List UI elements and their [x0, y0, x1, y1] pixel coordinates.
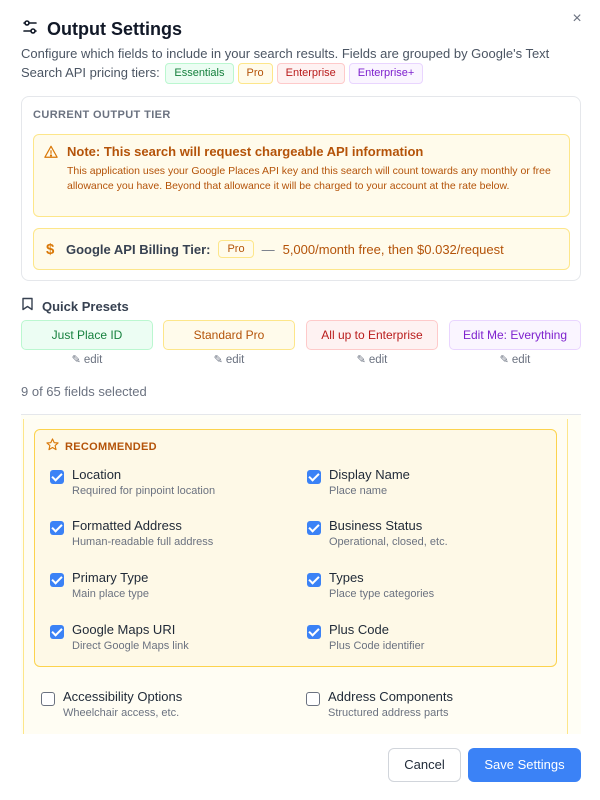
tier-badge-list: [165, 63, 423, 84]
edit-label: edit: [83, 354, 103, 366]
settings-sliders-icon: [21, 18, 39, 41]
field-display-name[interactable]: [307, 467, 557, 511]
preset-everything-button[interactable]: Edit Me: Everything: [449, 320, 581, 350]
checkbox[interactable]: [41, 692, 55, 706]
recommended-title: RECOMMENDED: [65, 441, 157, 453]
tier-badge-enterprise: Enterprise: [277, 63, 345, 84]
cancel-button[interactable]: Cancel: [388, 748, 461, 782]
checkbox[interactable]: [50, 521, 64, 535]
pencil-icon: ✎: [356, 354, 366, 366]
checkbox[interactable]: [307, 470, 321, 484]
preset-edit-link[interactable]: [449, 353, 581, 366]
pencil-icon: ✎: [71, 354, 81, 366]
checkbox[interactable]: [306, 692, 320, 706]
close-button[interactable]: ×: [572, 10, 582, 27]
checkbox[interactable]: [307, 573, 321, 587]
quick-presets-header: [21, 297, 129, 316]
description-text: Configure which fields to include in your search results. Fields are grouped by Google's Text Search API pricing tiers:: [21, 46, 550, 80]
dialog-title: Output Settings: [47, 19, 182, 39]
checkbox[interactable]: [50, 625, 64, 639]
field-address-components[interactable]: [306, 689, 556, 733]
dollar-icon: $: [46, 240, 55, 258]
field-description: Place name: [329, 485, 388, 497]
preset-just-place-id-button[interactable]: Just Place ID: [21, 320, 153, 350]
field-name: Accessibility Options: [63, 689, 183, 704]
field-name: Formatted Address: [72, 518, 182, 533]
pencil-icon: ✎: [213, 354, 223, 366]
warning-icon: [44, 145, 58, 159]
field-business-status[interactable]: [307, 518, 557, 562]
bookmark-icon: [21, 297, 34, 316]
pencil-icon: ✎: [499, 354, 509, 366]
current-output-tier-card: [21, 96, 581, 281]
tier-badge-essentials: Essentials: [165, 63, 233, 84]
recommended-group: [34, 429, 557, 667]
field-name: Primary Type: [72, 570, 149, 585]
star-icon: [46, 438, 59, 456]
preset-all-up-to-enterprise-button[interactable]: All up to Enterprise: [306, 320, 438, 350]
edit-label: edit: [225, 354, 245, 366]
dialog-description: [21, 44, 581, 84]
field-description: Wheelchair access, etc.: [63, 707, 180, 719]
field-name: Google Maps URI: [72, 622, 176, 637]
recommended-header: [46, 438, 157, 456]
field-name: Display Name: [329, 467, 410, 482]
billing-tier-label: Google API Billing Tier:: [66, 241, 211, 257]
field-description: Structured address parts: [328, 707, 449, 719]
field-location[interactable]: [50, 467, 300, 511]
chargeable-note: [33, 134, 570, 217]
save-settings-button[interactable]: Save Settings: [468, 748, 581, 782]
note-title: Note: This search will request chargeable API information: [67, 144, 424, 159]
field-name: Business Status: [329, 518, 423, 533]
field-description: Place type categories: [329, 588, 435, 600]
billing-tier-box: [33, 228, 570, 270]
field-types[interactable]: [307, 570, 557, 614]
billing-separator: —: [261, 241, 275, 257]
fields-list: [23, 419, 568, 734]
field-accessibility-options[interactable]: [41, 689, 291, 733]
field-name: Plus Code: [329, 622, 389, 637]
billing-tier-badge: Pro: [218, 240, 253, 258]
field-description: Human-readable full address: [72, 536, 214, 548]
tier-badge-enterprise-plus: Enterprise+: [349, 63, 424, 84]
field-plus-code[interactable]: [307, 622, 557, 666]
field-description: Plus Code identifier: [329, 640, 425, 652]
tier-badge-pro: Pro: [238, 63, 273, 84]
edit-label: edit: [511, 354, 531, 366]
field-description: Direct Google Maps link: [72, 640, 189, 652]
preset-standard-pro-button[interactable]: Standard Pro: [163, 320, 295, 350]
billing-price: 5,000/month free, then $0.032/request: [282, 241, 504, 257]
field-description: Operational, closed, etc.: [329, 536, 448, 548]
quick-presets-title: Quick Presets: [42, 299, 129, 314]
checkbox[interactable]: [307, 521, 321, 535]
field-name: Types: [329, 570, 364, 585]
note-text: This application uses your Google Places API key and this search will count towards any monthly or free allowance you have. Beyond that allowance it will be charged to your account at the rate below.: [67, 165, 551, 192]
field-description: Required for pinpoint location: [72, 485, 216, 497]
checkbox[interactable]: [50, 573, 64, 587]
fields-scroll-panel[interactable]: [21, 414, 581, 734]
field-description: Main place type: [72, 588, 150, 600]
selected-fields-count: 9 of 65 fields selected: [21, 384, 147, 399]
dialog-header: [21, 18, 182, 41]
preset-edit-link[interactable]: [163, 353, 295, 366]
checkbox[interactable]: [307, 625, 321, 639]
field-primary-type[interactable]: [50, 570, 300, 614]
current-tier-heading: CURRENT OUTPUT TIER: [33, 109, 171, 121]
checkbox[interactable]: [50, 470, 64, 484]
edit-label: edit: [368, 354, 388, 366]
field-formatted-address[interactable]: [50, 518, 300, 562]
preset-edit-link[interactable]: [21, 353, 153, 366]
field-name: Location: [72, 467, 122, 482]
dialog-footer: [0, 735, 600, 800]
preset-edit-link[interactable]: [306, 353, 438, 366]
field-name: Address Components: [328, 689, 454, 704]
field-google-maps-uri[interactable]: [50, 622, 300, 666]
